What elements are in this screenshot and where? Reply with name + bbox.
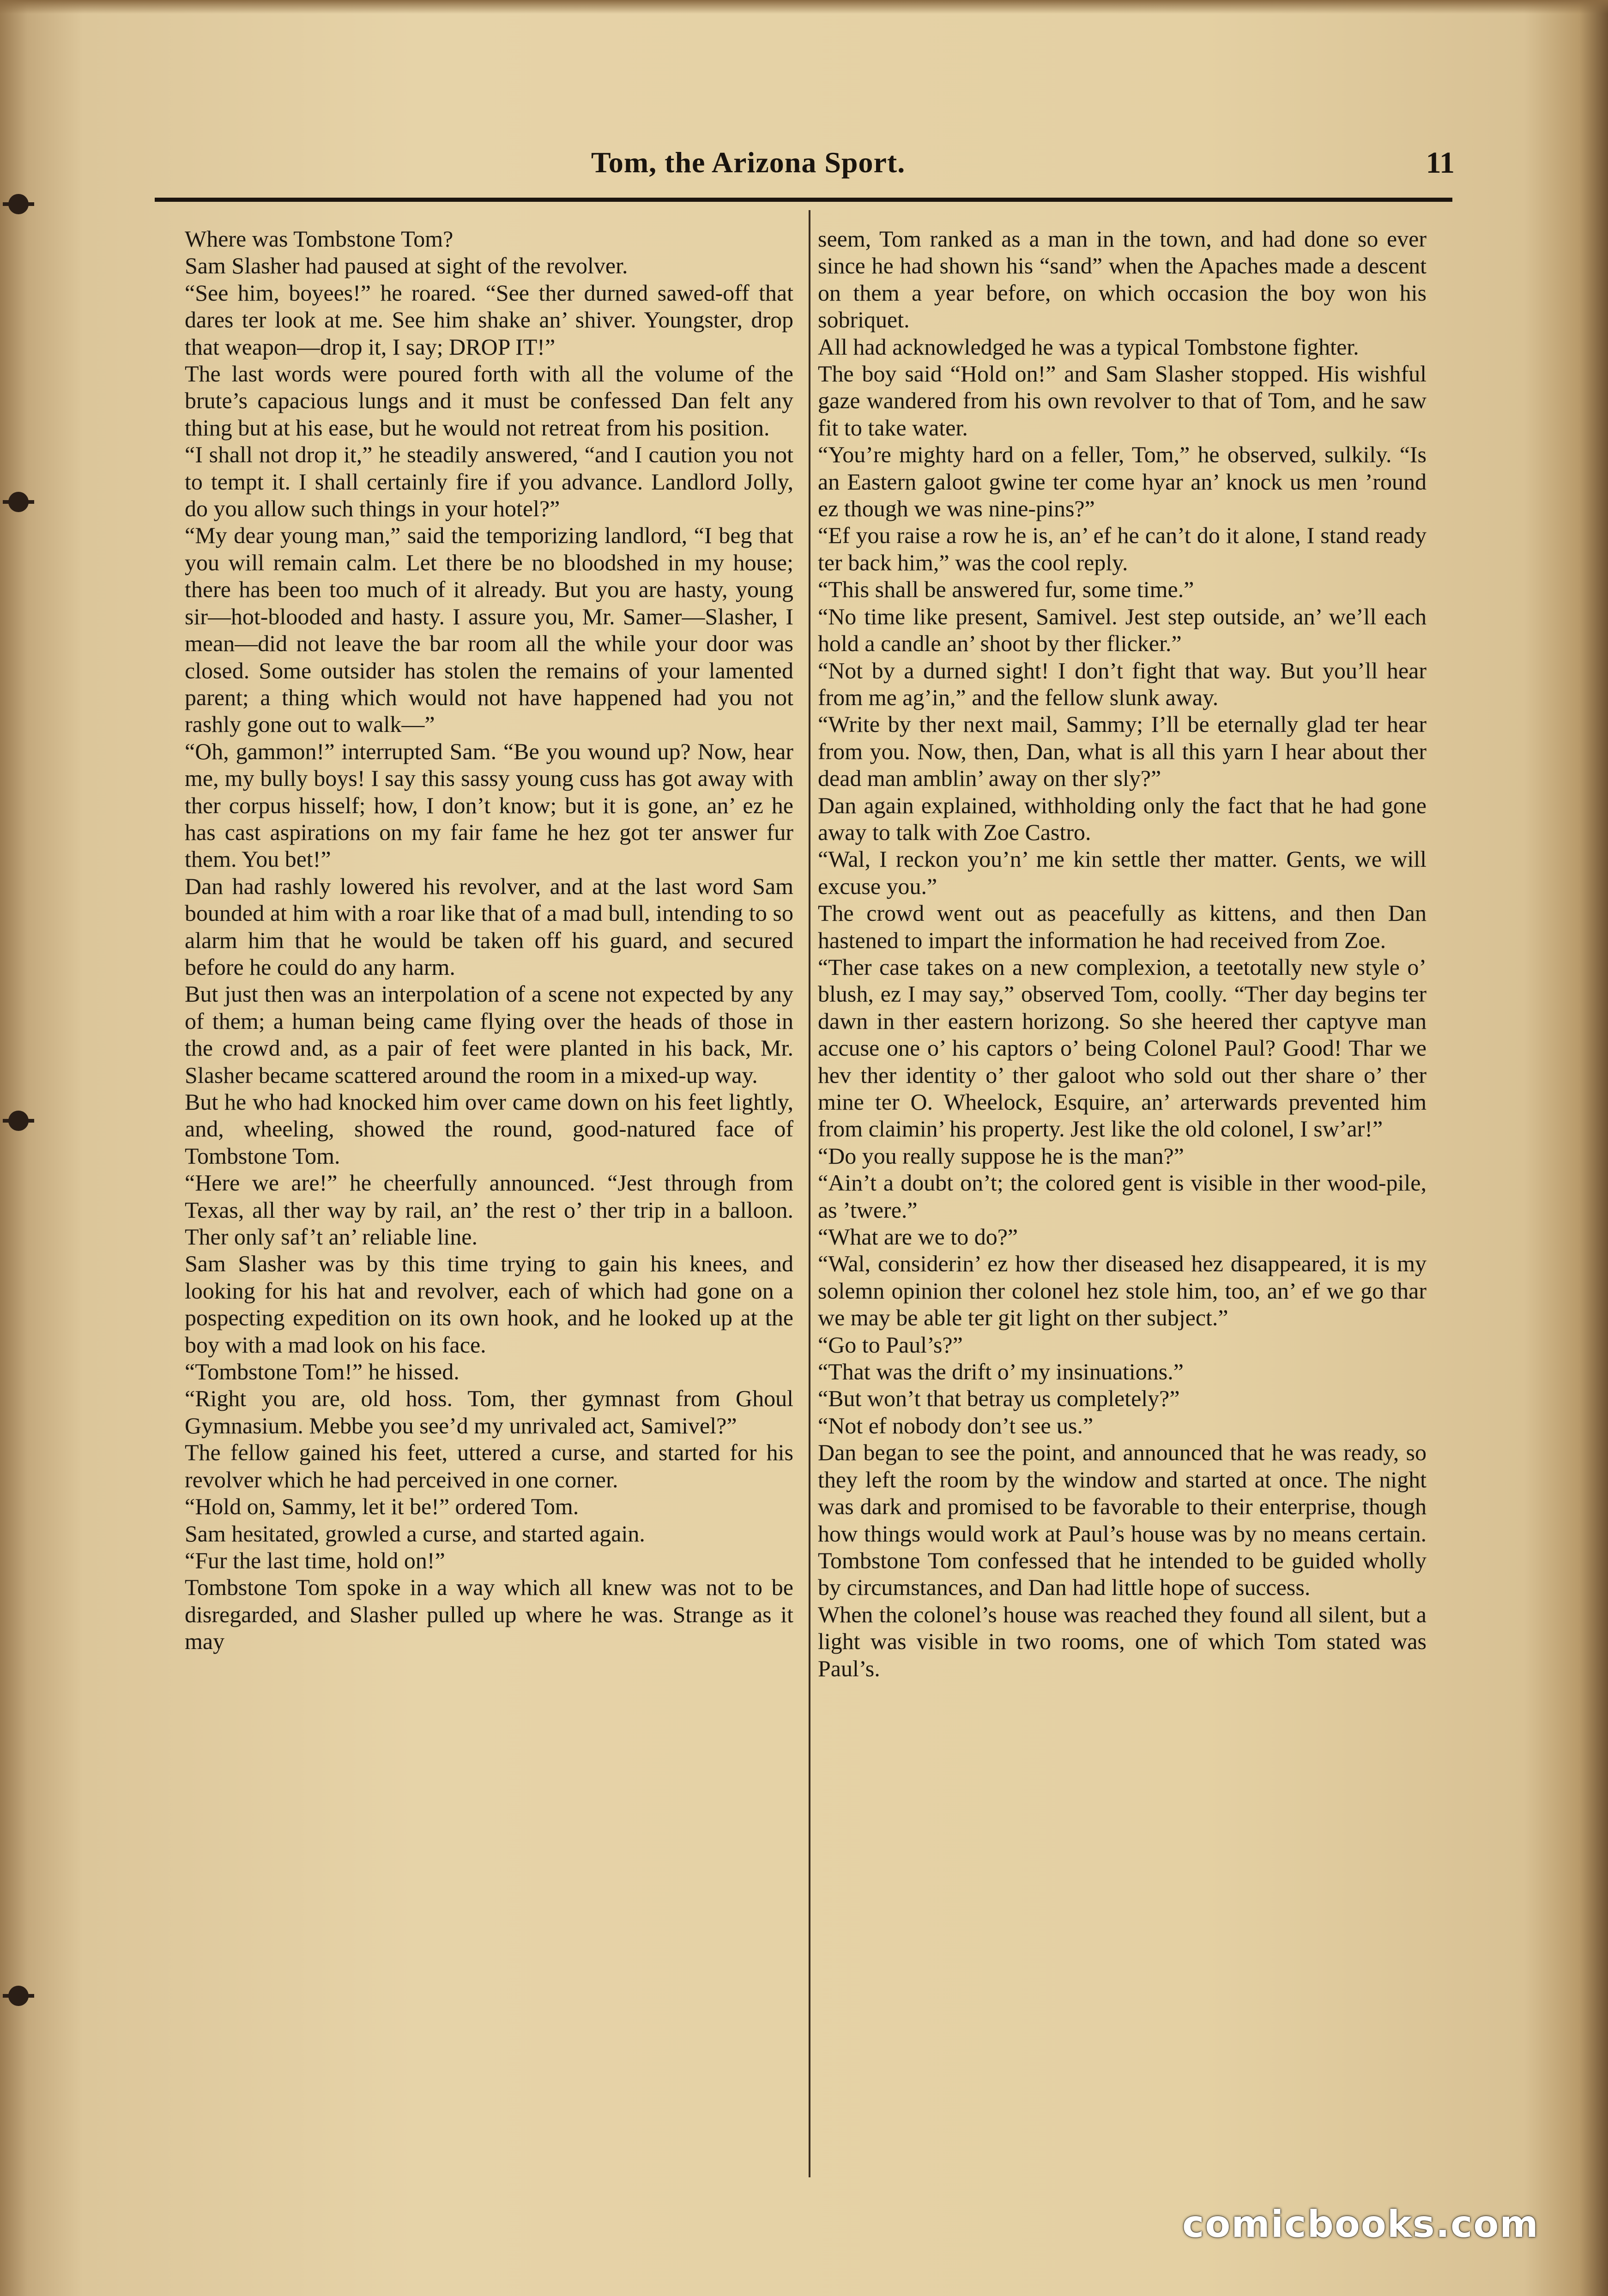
paragraph: Dan had rashly lowered his revolver, and at the last word Sam bounded at him with a roar like that of a mad bull, intending to so alarm him that he would be taken off his guard, and secured before he could do any harm. bbox=[185, 873, 793, 980]
paragraph: All had acknowledged he was a typical Tombstone fighter. bbox=[818, 333, 1359, 360]
paragraph: But just then was an interpolation of a scene not expected by any of them; a human being came flying over the heads of those in the crowd and, as a pair of feet were planted in his back, Mr. Slasher became scattered around the room in a mixed-up way. bbox=[185, 981, 793, 1088]
paragraph: “What are we to do?” bbox=[818, 1224, 1018, 1250]
binding-hole-mark bbox=[8, 492, 29, 512]
paragraph: “Not by a durned sight! I don’t fight that way. But you’ll hear from me ag’in,” and the fellow slunk away. bbox=[818, 657, 1427, 710]
paragraph: “Ain’t a doubt on’t; the colored gent is visible in ther wood-pile, as ’twere.” bbox=[818, 1170, 1427, 1223]
paragraph: “This shall be answered fur, some time.” bbox=[818, 576, 1194, 603]
binding-hole-mark bbox=[8, 194, 29, 214]
paragraph: “I shall not drop it,” he steadily answered, “and I caution you not to tempt it. I shall certainly fire if you advance. Landlord Jolly, do you allow such things in your hotel?” bbox=[185, 441, 793, 522]
running-title: Tom, the Arizona Sport. bbox=[591, 146, 906, 179]
paragraph: The boy said “Hold on!” and Sam Slasher stopped. His wishful gaze wandered from his own revolver to that of Tom, and he saw fit to take water. bbox=[818, 361, 1427, 441]
paragraph: Dan again explained, withholding only the fact that he had gone away to talk with Zoe Castro. bbox=[818, 792, 1427, 845]
paragraph: “Hold on, Sammy, let it be!” ordered Tom. bbox=[185, 1493, 579, 1520]
paragraph: “Ther case takes on a new complexion, a teetotally new style o’ blush, ez I may say,” observed Tom, coolly. “Ther day begins ter dawn in ther eastern horizong. So she heered ther captyve man accuse one o’ his captors o’ being Colonel Paul? Good! Thar we hev ther identity o’ ther galoot who sold out ther share o’ ther mine ter O. Wheelock, Esquire, an’ arterwards prevented him from claimin’ his property. Jest like the old colonel, I sw’ar!” bbox=[818, 954, 1427, 1142]
binding-hole-mark bbox=[8, 1111, 29, 1131]
paragraph: “See him, boyees!” he roared. “See ther durned sawed-off that dares ter look at me. See him shake an’ shiver. Youngster, drop that weapon—drop it, I say; DROP IT!” bbox=[185, 279, 793, 360]
left-text-column bbox=[185, 225, 793, 2179]
site-watermark: comicbooks.com bbox=[1182, 2203, 1539, 2246]
paragraph: “Oh, gammon!” interrupted Sam. “Be you wound up? Now, hear me, my bully boys! I say this sassy young cuss has got away with ther corpus hisself; how, I don’t know; but it is gone, an’ ez he has cast aspirations on my fair fame he hez got ter answer fur them. You bet!” bbox=[185, 738, 793, 872]
paragraph: “Wal, considerin’ ez how ther diseased hez disappeared, it is my solemn opinion ther colonel hez stole him, too, an’ ef we go thar we may be able ter git light on ther subject.” bbox=[818, 1251, 1427, 1331]
paragraph: “Go to Paul’s?” bbox=[818, 1331, 963, 1358]
column-divider bbox=[809, 210, 810, 2177]
page-number: 11 bbox=[1426, 146, 1455, 180]
paragraph: The crowd went out as peacefully as kittens, and then Dan hastened to impart the information he had received from Zoe. bbox=[818, 900, 1427, 953]
paragraph: When the colonel’s house was reached they found all silent, but a light was visible in two rooms, one of which Tom stated was Paul’s. bbox=[818, 1601, 1427, 1681]
paragraph: “Fur the last time, hold on!” bbox=[185, 1547, 445, 1573]
header-rule bbox=[155, 198, 1452, 202]
binding-hole-mark bbox=[8, 1986, 29, 2006]
paragraph: “Wal, I reckon you’n’ me kin settle ther matter. Gents, we will excuse you.” bbox=[818, 846, 1427, 899]
paragraph: The last words were poured forth with all the volume of the brute’s capacious lungs and it must be confessed Dan felt any thing but at his ease, but he would not retreat from his position. bbox=[185, 361, 793, 441]
paragraph: “Not ef nobody don’t see us.” bbox=[818, 1412, 1094, 1438]
page-edge-shadow bbox=[0, 0, 1608, 14]
paragraph: “Write by ther next mail, Sammy; I’ll be eternally glad ter hear from you. Now, then, Dan, what is all this yarn I hear about ther dead man amblin’ away on ther sly?” bbox=[818, 711, 1427, 792]
paragraph: But he who had knocked him over came down on his feet lightly, and, wheeling, showed the round, good-natured face of Tombstone Tom. bbox=[185, 1089, 793, 1169]
paragraph: Sam Slasher had paused at sight of the revolver. bbox=[185, 253, 628, 279]
paragraph: “My dear young man,” said the temporizing landlord, “I beg that you will remain calm. Let there be no bloodshed in my house; there has been too much of it already. But you are hasty, young sir—hot-blooded and hasty. I assure you, Mr. Samer—Slasher, I mean—did not leave the bar room all the while your door was closed. Some outsider has stolen the remains of your lamented parent; a thing which would not have happened had you not rashly gone out to walk—” bbox=[185, 522, 793, 737]
paragraph: Dan began to see the point, and announced that he was ready, so they left the room by the window and started at once. The night was dark and promised to be favorable to their enterprise, though how things would work at Paul’s house was by no means certain. Tombstone Tom confessed that he intended to be guided wholly by circumstances, and Dan had little hope of success. bbox=[818, 1439, 1427, 1601]
right-text-column bbox=[818, 225, 1427, 2179]
paragraph: “No time like present, Samivel. Jest step outside, an’ we’ll each hold a candle an’ shoot by ther flicker.” bbox=[818, 603, 1427, 657]
paragraph: seem, Tom ranked as a man in the town, and had done so ever since he had shown his “sand” when the Apaches made a descent on them a year before, on which occasion the boy won his sobriquet. bbox=[818, 226, 1427, 333]
paragraph: “But won’t that betray us completely?” bbox=[818, 1385, 1180, 1412]
paragraph: Tombstone Tom spoke in a way which all knew was not to be disregarded, and Slasher pulled up where he was. Strange as it may bbox=[185, 1574, 793, 1655]
paragraph: “Here we are!” he cheerfully announced. “Jest through from Texas, all ther way by rail, an’ the rest o’ ther trip in a balloon. Ther only saf’t an’ reliable line. bbox=[185, 1170, 793, 1250]
paragraph: “Do you really suppose he is the man?” bbox=[818, 1142, 1184, 1169]
running-head bbox=[152, 145, 1455, 187]
paragraph: “Ef you raise a row he is, an’ ef he can’t do it alone, I stand ready ter back him,” was the cool reply. bbox=[818, 522, 1427, 575]
paragraph: The fellow gained his feet, uttered a curse, and started for his revolver which he had perceived in one corner. bbox=[185, 1439, 793, 1492]
paragraph: Sam hesitated, growled a curse, and started again. bbox=[185, 1520, 645, 1547]
paragraph: Sam Slasher was by this time trying to gain his knees, and looking for his hat and revolver, each of which had gone on a pospecting expedition on its own hook, and he looked up at the boy with a mad look on his face. bbox=[185, 1251, 793, 1358]
paragraph: “That was the drift o’ my insinuations.” bbox=[818, 1359, 1184, 1385]
paragraph: Where was Tombstone Tom? bbox=[185, 226, 453, 252]
paragraph: “Tombstone Tom!” he hissed. bbox=[185, 1359, 459, 1385]
paragraph: “You’re mighty hard on a feller, Tom,” he observed, sulkily. “Is an Eastern galoot gwine ter come hyar an’ knock us men ’round ez though we was nine-pins?” bbox=[818, 441, 1427, 522]
paragraph: “Right you are, old hoss. Tom, ther gymnast from Ghoul Gymnasium. Mebbe you see’d my unrivaled act, Samivel?” bbox=[185, 1385, 793, 1438]
